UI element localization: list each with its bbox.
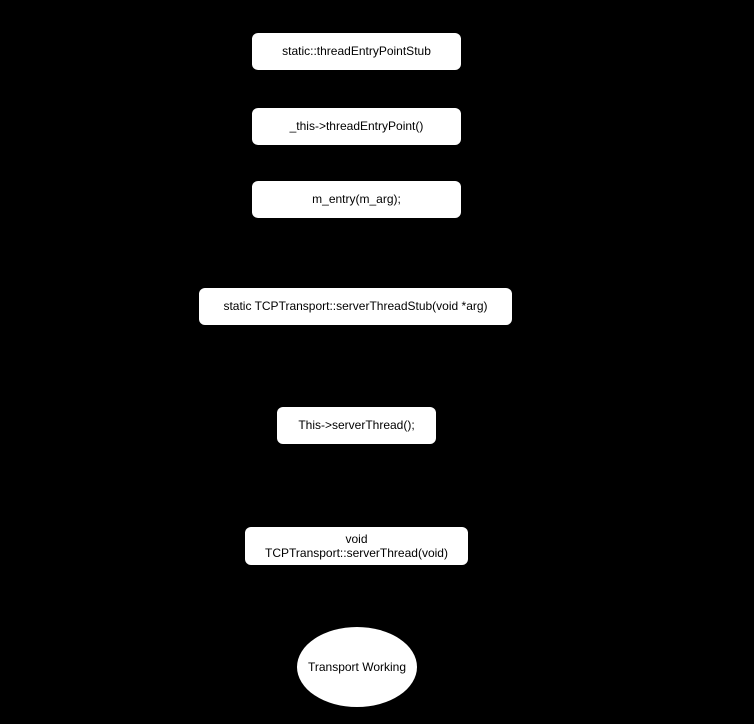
node-transport-working: Transport Working	[297, 627, 417, 707]
node-this-thread-entry-point: _this->threadEntryPoint()	[252, 108, 461, 145]
node-server-thread-stub: static TCPTransport::serverThreadStub(void *arg)	[199, 288, 512, 325]
node-static-thread-entry-point-stub: static::threadEntryPointStub	[252, 33, 461, 70]
node-this-server-thread: This->serverThread();	[277, 407, 436, 444]
node-server-thread: void TCPTransport::serverThread(void)	[245, 527, 468, 565]
node-m-entry-call: m_entry(m_arg);	[252, 181, 461, 218]
